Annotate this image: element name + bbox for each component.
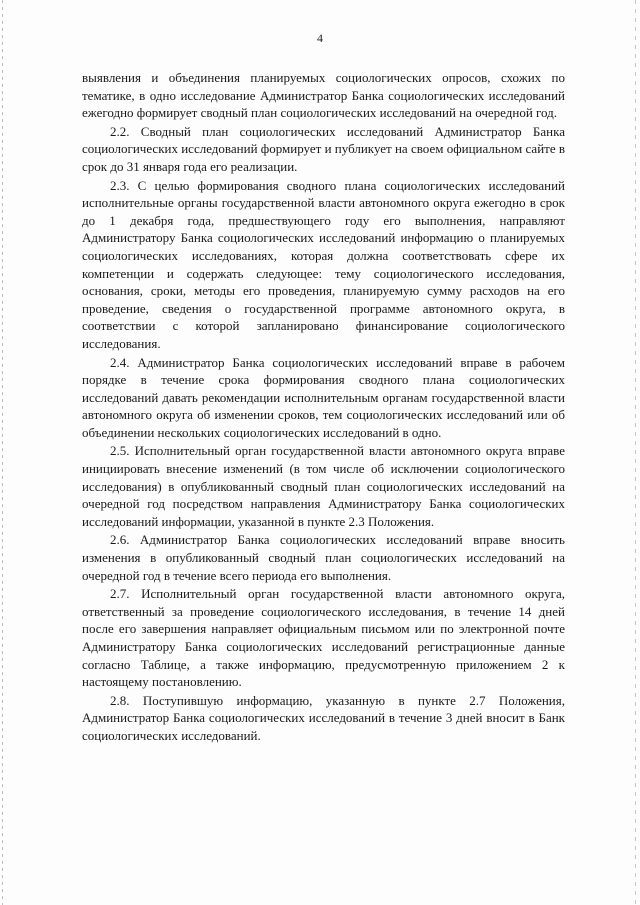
paragraph-2-2: 2.2. Сводный план социологических исследований Администратор Банка социологических исследований формирует и публикует на своем официальном сайте в срок до 31 января года его реализации. <box>82 123 565 174</box>
paragraph-2-5: 2.5. Исполнительный орган государственной власти автономного округа вправе инициировать внесение изменений (в том числе об исключении социологического исследования) в опубликованный сводный план социологических исследований на очередной год посредством направления Администратору Банка социологических исследований информации, указанной в пункте 2.3 Положения. <box>82 443 565 529</box>
paragraph-2-7: 2.7. Исполнительный орган государственной власти автономного округа, ответственный за проведение социологического исследования, в течение 14 дней после его завершения направляет официальным письмом или по электронной почте Администратору Банка социологических исследований регистрационные данные согласно Таблице, а также информацию, предусмотренную приложением 2 к настоящему постановлению. <box>82 586 565 690</box>
paragraph-2-8: 2.8. Поступившую информацию, указанную в пункте 2.7 Положения, Администратор Банка социологических исследований в течение 3 дней вносит в Банк социологических исследований. <box>82 692 565 743</box>
document-body <box>82 69 565 746</box>
paragraph-2-4: 2.4. Администратор Банка социологических исследований вправе в рабочем порядке в течение срока формирования сводного плана социологических исследований давать рекомендации исполнительным органам государственной власти автономного округа об изменении сроков, тем социологических исследований или об объединении нескольких социологических исследований в одно. <box>82 354 565 440</box>
page-number: 4 <box>317 31 323 45</box>
paragraph-continuation: выявления и объединения планируемых социологических опросов, схожих по тематике, в одно исследование Администратор Банка социологических исследований ежегодно формирует сводный план социологических исследований на очередной год. <box>82 70 565 121</box>
scan-edge-left <box>2 0 3 905</box>
paragraph-2-3: 2.3. С целью формирования сводного плана социологических исследований исполнительные органы государственной власти автономного округа ежегодно в срок до 1 декабря года, предшествующего году его выполнения, направляют Администратору Банка социологических исследований информацию о планируемых социологических исследованиях, которая должна соответствовать сфере их компетенции и содержать следующее: тему социологического исследования, основания, сроки, методы его проведения, планируемую сумму расходов на его проведение, сведения о государственной программе автономного округа, в соответствии с которой запланировано финансирование социологического исследования. <box>82 177 565 351</box>
scan-edge-right <box>635 0 636 905</box>
paragraph-2-6: 2.6. Администратор Банка социологических исследований вправе вносить изменения в опубликованный сводный план социологических исследований на очередной год в течение всего периода его выполнения. <box>82 532 565 583</box>
